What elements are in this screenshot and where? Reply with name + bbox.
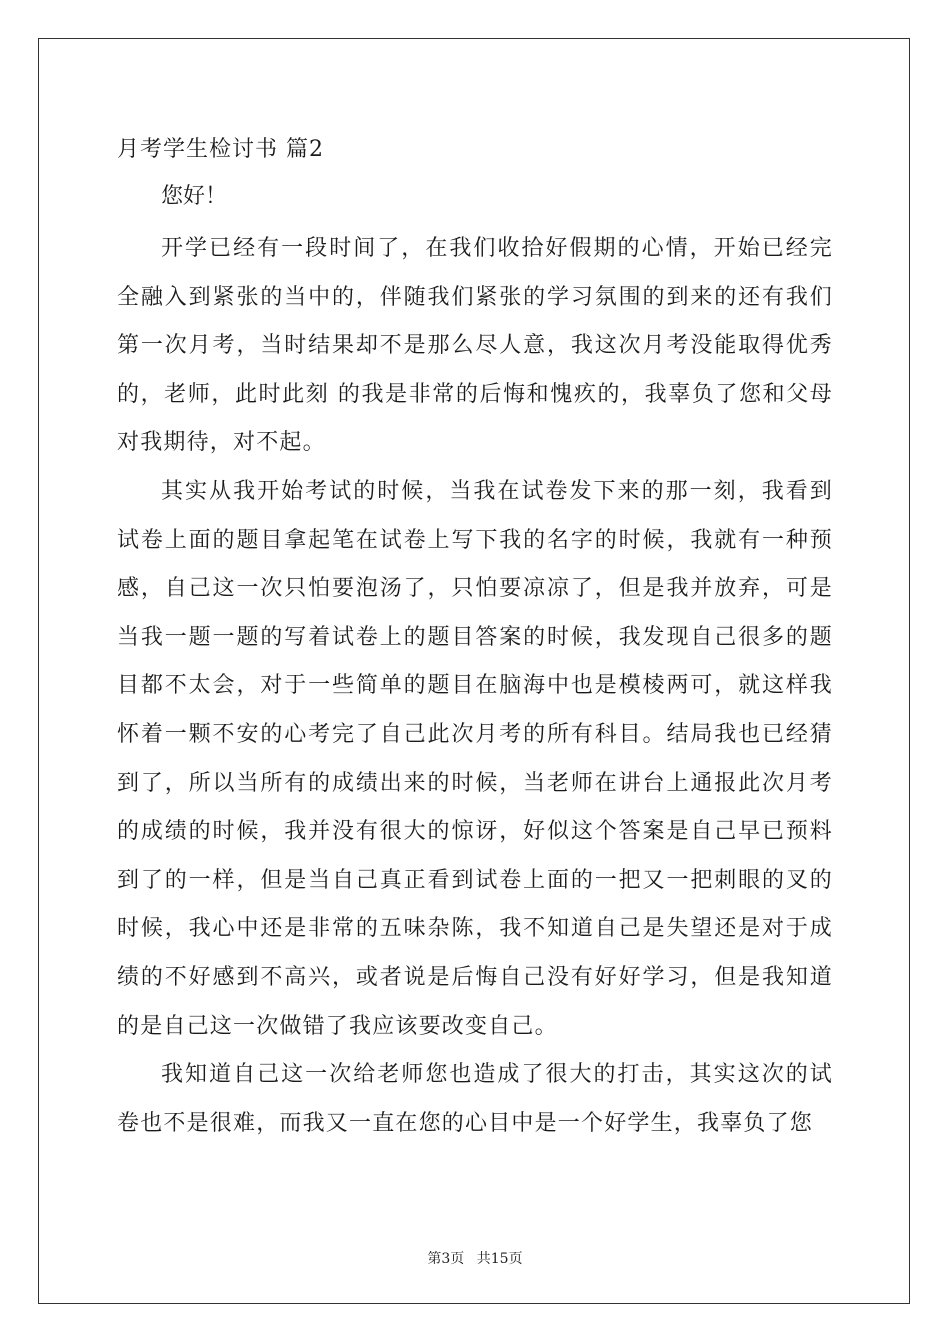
paragraph-1: 开学已经有一段时间了，在我们收拾好假期的心情，开始已经完全融入到紧张的当中的，伴随我们紧张的学习氛围的到来的还有我们第一次月考，当时结果却不是那么尽人意，我这次月考没能取得优秀的，老师，此时此刻 的我是非常的后悔和愧疚的，我辜负了您和父母对我期待，对不起。 (117, 236, 833, 456)
greeting-line: 您好！ (161, 184, 228, 209)
page-number-current: 第3页 (427, 1251, 465, 1267)
page-number-total: 共15页 (476, 1251, 523, 1267)
paragraph-3: 我知道自己这一次给老师您也造成了很大的打击，其实这次的试卷也不是很难，而我又一直在您的心目中是一个好学生，我辜负了您 (117, 1062, 833, 1136)
paragraph-2: 其实从我开始考试的时候，当我在试卷发下来的那一刻，我看到试卷上面的题目拿起笔在试卷上写下我的名字的时候，我就有一种预感，自己这一次只怕要泡汤了，只怕要凉凉了，但是我并放弃，可是当我一题一题的写着试卷上的题目答案的时候，我发现自己很多的题目都不太会，对于一些简单的题目在脑海中也是模棱两可，就这样我怀着一颗不安的心考完了自己此次月考的所有科目。结局我也已经猜到了，所以当所有的成绩出来的时候，当老师在讲台上通报此次月考的成绩的时候，我并没有很大的惊讶，好似这个答案是自己早已预料到了的一样，但是当自己真正看到试卷上面的一把又一把刺眼的叉的时候，我心中还是非常的五味杂陈，我不知道自己是失望还是对于成绩的不好感到不高兴，或者说是后悔自己没有好好学习，但是我知道的是自己这一次做错了我应该要改变自己。 (117, 478, 833, 1039)
document-title: 月考学生检讨书 篇2 (117, 137, 324, 162)
document-body (117, 127, 833, 1148)
page-footer (0, 1248, 950, 1268)
